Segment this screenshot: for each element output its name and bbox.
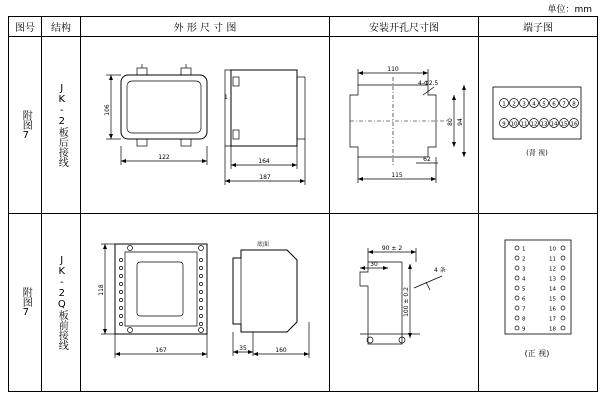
outline-drawing-jk2	[81, 37, 327, 205]
header-structure: 结构	[42, 17, 81, 37]
header-mounting: 安装开孔尺寸图	[330, 17, 479, 37]
terminal-pin: 1	[522, 246, 526, 253]
terminal-pin: 10	[510, 121, 518, 128]
structure-text-2: JK-2Q板前接线	[56, 255, 68, 351]
dim-width-top-2: 110	[387, 65, 399, 73]
terminal-pin: 4	[532, 101, 536, 108]
terminal-pin: 5	[542, 101, 546, 108]
terminal-pin: 2	[512, 101, 516, 108]
dim-small-1: 62	[423, 155, 431, 163]
header-outline: 外 形 尺 寸 图	[81, 17, 330, 37]
terminal-pin: 5	[522, 286, 526, 293]
terminal-pin: 3	[522, 101, 526, 108]
dim-slot-width-2: 30	[370, 261, 378, 269]
structure-text-1: JK-2板后接线	[56, 83, 68, 168]
terminal-pin: 16	[549, 306, 556, 313]
terminal-pin: 17	[549, 316, 556, 323]
dim-width-bottom-3: 167	[155, 347, 167, 355]
terminal-pin: 4	[522, 276, 526, 283]
cell-mounting-drawing-1	[330, 36, 479, 214]
dim-hole-spec-1: 4-Φ2.5	[418, 79, 439, 87]
dim-width-bottom-1: 122	[158, 153, 170, 161]
fig-no-text-1: 附图7	[20, 109, 32, 141]
cell-outline-drawing-2	[81, 214, 330, 392]
dim-height-inner-1: 80	[447, 117, 454, 126]
terminal-pin: 1	[502, 101, 506, 108]
dim-flange-2: 35	[239, 345, 247, 353]
dim-depth-right-1: 164	[258, 157, 270, 165]
back-label-2: 底面	[257, 241, 270, 249]
dim-total-depth-1: 187	[259, 173, 271, 181]
dim-height-outer-1: 94	[457, 117, 464, 126]
terminal-pin: 14	[549, 286, 556, 293]
cell-fig-no-1	[9, 36, 42, 214]
terminal-pin: 16	[570, 121, 578, 128]
dim-width-top-3: 90 ± 2	[381, 245, 403, 253]
dim-height-vertical-2: 100 ± 0.2	[403, 287, 410, 318]
header-terminal: 端子图	[479, 17, 598, 37]
terminal-pin: 15	[560, 121, 568, 128]
terminal-pin: 6	[522, 296, 526, 303]
dim-hole-spec-2: 4 条	[434, 267, 446, 275]
terminal-pin: 7	[522, 306, 526, 313]
cell-fig-no-2	[9, 214, 42, 392]
mounting-drawing-jk2	[330, 37, 476, 205]
dim-height-left-1: 106	[104, 104, 111, 116]
terminal-pin: 11	[549, 256, 556, 263]
table-header-row	[9, 17, 598, 37]
terminal-pin: 13	[540, 121, 548, 128]
table-row	[9, 214, 598, 392]
unit-note: 单位：mm	[547, 5, 592, 15]
cell-terminal-diagram-1	[479, 36, 598, 214]
terminal-pin: 15	[549, 296, 556, 303]
terminal-pin: 13	[549, 276, 556, 283]
terminal-pin: 14	[550, 121, 558, 128]
terminal-diagram-jk2	[479, 37, 595, 205]
terminal-pin: 11	[520, 121, 528, 128]
terminal-pin: 8	[572, 101, 576, 108]
terminal-pin: 3	[522, 266, 526, 273]
cell-mounting-drawing-2	[330, 214, 479, 392]
header-fig-no: 图号	[9, 17, 42, 37]
terminal-view-label-1: (背 视)	[526, 148, 548, 157]
terminal-pin: 10	[549, 246, 556, 253]
outline-drawing-jk2q	[81, 214, 327, 382]
dimension-table	[8, 16, 598, 392]
cell-structure-1	[42, 36, 81, 214]
terminal-pin: 12	[530, 121, 538, 128]
fig-no-text-2: 附图7	[20, 287, 32, 319]
dim-small-mark-1: 1	[224, 93, 228, 101]
terminal-pin: 12	[549, 266, 556, 273]
terminal-pin: 8	[522, 316, 526, 323]
terminal-pin: 9	[522, 326, 526, 333]
terminal-diagram-jk2q	[479, 214, 595, 382]
cell-terminal-diagram-2	[479, 214, 598, 392]
terminal-pin: 6	[552, 101, 556, 108]
mounting-drawing-jk2q	[330, 214, 476, 382]
terminal-pin: 2	[522, 256, 526, 263]
cell-structure-2	[42, 214, 81, 392]
dim-width-bottom-2: 115	[391, 171, 403, 179]
table-row	[9, 36, 598, 214]
terminal-pin: 7	[562, 101, 566, 108]
terminal-pin: 18	[549, 326, 556, 333]
dim-depth-right-2: 160	[275, 347, 287, 355]
cell-outline-drawing-1	[81, 36, 330, 214]
terminal-view-label-2: (正 视)	[524, 349, 550, 359]
terminal-pin: 9	[502, 121, 506, 128]
dim-height-left-2: 118	[98, 284, 105, 297]
